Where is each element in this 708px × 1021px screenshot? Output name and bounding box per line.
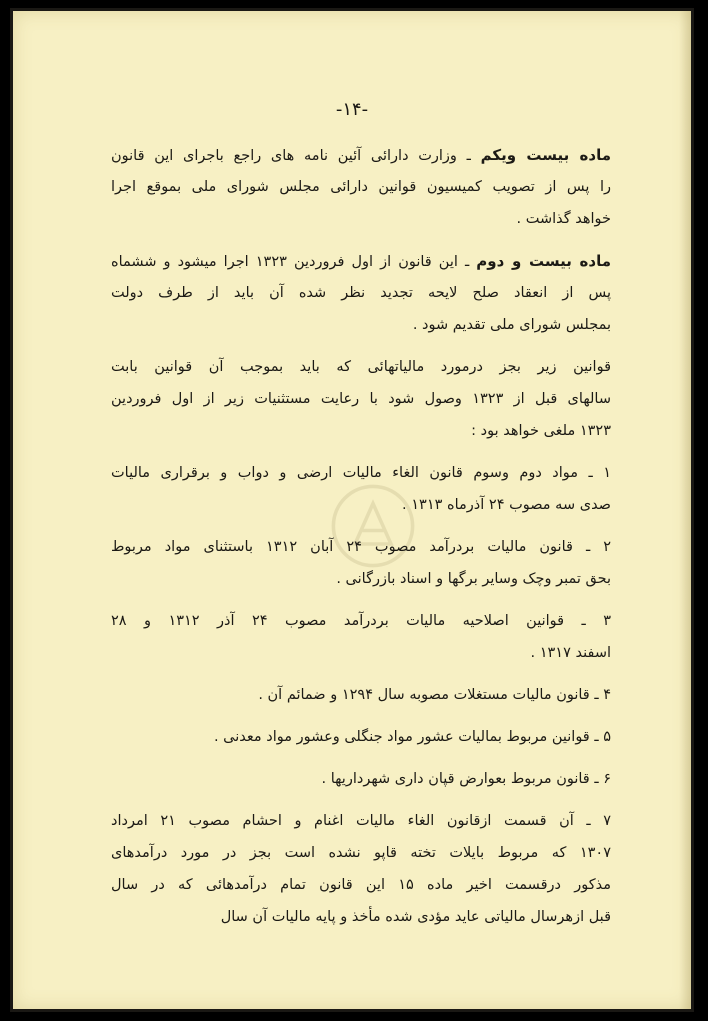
line-text: پس از انعقاد صلح لایحه تجدید نظر شده آن باید از طرف دولت <box>111 285 611 301</box>
line-text: ۱۳۰۷ که مربوط بایلات تخته قاپو نشده است بجز در مورد درآمدهای <box>111 845 611 861</box>
line-text: را پس از تصویب کمیسیون قوانین دارائی مجلس شورای ملی بموقع اجرا <box>111 179 611 195</box>
paragraph <box>111 805 611 933</box>
line-text: ۳ ـ قوانین اصلاحیه مالیات بردرآمد مصوب ۲۴ آذر ۱۳۱۲ و ۲۸ <box>111 613 611 629</box>
line-text: وزارت دارائی آئین نامه های راجع باجرای این قانون <box>111 148 457 164</box>
line-text: سالهای قبل از ۱۳۲۳ وصول شود با رعایت مستثنیات زیر از اول فروردین <box>111 391 611 407</box>
page-edge-shading <box>679 11 691 1009</box>
text-line <box>111 763 611 795</box>
line-text: اسفند ۱۳۱۷ . <box>530 645 611 661</box>
text-line <box>111 869 611 901</box>
line-text: صدی سه مصوب ۲۴ آذرماه ۱۳۱۳ . <box>402 497 611 513</box>
line-text: ۱۳۲۳ ملغی خواهد بود : <box>471 423 611 439</box>
text-line <box>111 637 611 669</box>
line-text: این قانون از اول فروردین ۱۳۲۳ اجرا میشود و ششماه <box>111 254 458 270</box>
text-line <box>111 531 611 563</box>
text-line <box>111 171 611 203</box>
line-text: قوانین زیر بجز درمورد مالیاتهائی که باید بموجب آن قوانین بابت <box>111 359 611 375</box>
line-text: قبل ازهرسال مالیاتی عاید مؤدی شده مأخذ و پایه مالیات آن سال <box>220 909 611 925</box>
text-line <box>111 721 611 753</box>
text-line: ماده بیست و دوم ـ این قانون از اول فروردین ۱۳۲۳ اجرا میشود و ششماه <box>111 252 611 270</box>
paragraph <box>111 721 611 753</box>
line-text: ۴ ـ قانون مالیات مستغلات مصوبه سال ۱۲۹۴ و ضمائم آن . <box>258 687 611 703</box>
line-text: خواهد گذاشت . <box>516 211 611 227</box>
text-line <box>111 837 611 869</box>
line-text: بحق تمبر وچک وسایر برگها و اسناد بازرگانی . <box>336 571 611 587</box>
line-text: ۲ ـ قانون مالیات بردرآمد مصوب ۲۴ آبان ۱۳۱۲ باستثنای مواد مربوط <box>111 539 611 555</box>
text-line <box>111 489 611 521</box>
text-line <box>111 309 611 341</box>
text-line <box>111 563 611 595</box>
page-number: -۱۴- <box>335 99 369 120</box>
text-line <box>111 351 611 383</box>
line-text: ۶ ـ قانون مربوط بعوارض قپان داری شهرداریها . <box>321 771 611 787</box>
line-text: ۱ ـ مواد دوم وسوم قانون الغاء مالیات ارضی و دواب و برقراری مالیات <box>111 465 611 481</box>
line-text: ۷ ـ آن قسمت ازقانون الغاء مالیات اغنام و احشام مصوب ۲۱ امرداد <box>111 813 611 829</box>
paragraph <box>111 531 611 595</box>
document-body <box>111 139 611 943</box>
paragraph <box>111 351 611 447</box>
paragraph <box>111 605 611 669</box>
paragraph <box>111 245 611 341</box>
text-line <box>111 415 611 447</box>
document-page <box>10 8 694 1012</box>
text-line <box>111 457 611 489</box>
line-text: مذکور درقسمت اخیر ماده ۱۵ این قانون تمام درآمدهائی که در سال <box>111 877 611 893</box>
text-line <box>111 605 611 637</box>
line-text: ۵ ـ قوانین مربوط بمالیات عشور مواد جنگلی وعشور مواد معدنی . <box>213 729 611 745</box>
text-line <box>111 383 611 415</box>
text-line <box>111 277 611 309</box>
text-line: ماده بیست ویکم ـ وزارت دارائی آئین نامه های راجع باجرای این قانون <box>111 146 612 164</box>
article-heading: ماده بیست و دوم <box>476 252 611 270</box>
article-heading: ماده بیست ویکم <box>480 146 612 164</box>
text-line <box>111 901 611 933</box>
text-line <box>111 203 611 235</box>
line-text: بمجلس شورای ملی تقدیم شود . <box>412 317 611 333</box>
paragraph <box>111 457 611 521</box>
paragraph <box>111 139 611 235</box>
text-line <box>111 679 611 711</box>
paragraph <box>111 763 611 795</box>
text-line <box>111 805 611 837</box>
paragraph <box>111 679 611 711</box>
